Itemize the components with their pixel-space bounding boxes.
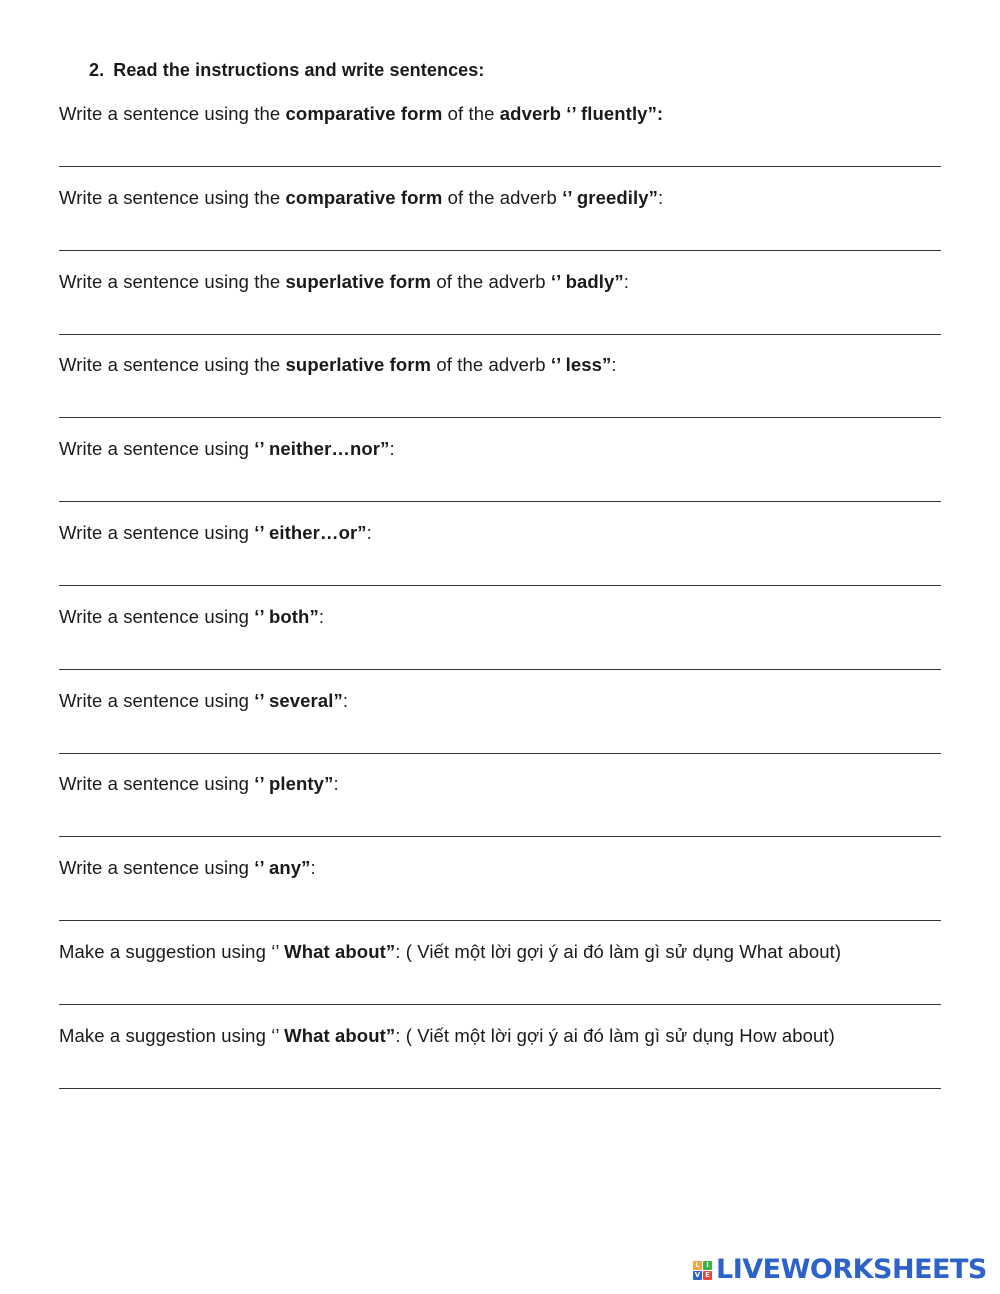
exercise-item: [59, 521, 949, 545]
prompt-keyword: ‘’ several”: [254, 690, 343, 711]
prompt-text: :: [657, 187, 664, 208]
exercise-prompt: [59, 856, 949, 880]
prompt-keyword: comparative form: [285, 187, 443, 208]
liveworksheets-logo: [693, 1255, 987, 1285]
prompt-keyword: ‘’ both”: [254, 606, 319, 627]
logo-mark-cell: E: [703, 1271, 712, 1280]
section-title: Read the instructions and write sentences:: [113, 60, 485, 80]
prompt-keyword: ‘’ either…or”: [254, 522, 367, 543]
logo-wordmark: LIVEWORKSHEETS: [716, 1254, 987, 1285]
exercise-item: [59, 940, 949, 964]
prompt-text: Write a sentence using: [59, 438, 255, 459]
prompt-keyword: ‘’ badly”: [550, 271, 624, 292]
exercise-prompt: [59, 772, 949, 796]
prompt-text: : ( Viết một lời gợi ý ai đó làm gì sử dụng How about): [395, 1025, 835, 1046]
prompt-text: :: [366, 522, 372, 543]
answer-line[interactable]: [59, 220, 941, 251]
prompt-text: :: [342, 690, 349, 711]
exercise-item: [59, 772, 949, 796]
answer-line[interactable]: [59, 387, 941, 418]
prompt-text: Write a sentence using the: [59, 187, 286, 208]
prompt-text: of the: [442, 103, 500, 124]
section-heading: [89, 60, 485, 81]
prompt-text: Make a suggestion using ‘’: [59, 941, 285, 962]
prompt-keyword: ‘’ less”: [550, 354, 612, 375]
exercise-prompt: [59, 270, 949, 294]
exercise-item: [59, 605, 949, 629]
prompt-text: :: [333, 773, 339, 794]
liveworksheets-logo-icon: [693, 1261, 712, 1280]
answer-line[interactable]: [59, 471, 941, 502]
exercise-item: [59, 186, 949, 210]
exercise-prompt: [59, 940, 949, 964]
prompt-keyword: adverb ‘’ fluently”:: [499, 103, 664, 124]
exercise-prompt: [59, 1024, 949, 1048]
prompt-keyword: superlative form: [285, 271, 432, 292]
exercise-item: [59, 689, 949, 713]
prompt-text: Write a sentence using the: [59, 103, 286, 124]
prompt-text: :: [389, 438, 395, 459]
answer-line[interactable]: [59, 974, 941, 1005]
prompt-keyword: What about”: [284, 941, 396, 962]
logo-mark-cell: L: [693, 1261, 702, 1270]
prompt-text: of the adverb: [431, 271, 551, 292]
prompt-text: Write a sentence using: [59, 606, 255, 627]
section-number: 2.: [89, 60, 105, 80]
prompt-text: Write a sentence using the: [59, 271, 286, 292]
exercise-item: [59, 102, 949, 126]
answer-line[interactable]: [59, 555, 941, 586]
prompt-keyword: ‘’ plenty”: [254, 773, 334, 794]
prompt-text: Write a sentence using: [59, 522, 255, 543]
exercise-prompt: [59, 521, 949, 545]
exercise-item: [59, 437, 949, 461]
prompt-text: :: [623, 271, 629, 292]
prompt-text: of the adverb: [442, 187, 563, 208]
prompt-text: Write a sentence using the: [59, 354, 286, 375]
exercise-item: [59, 856, 949, 880]
exercise-item: [59, 353, 949, 377]
prompt-text: :: [611, 354, 617, 375]
prompt-keyword: ‘’ any”: [254, 857, 311, 878]
prompt-text: :: [310, 857, 316, 878]
prompt-text: :: [318, 606, 325, 627]
prompt-keyword: What about”: [284, 1025, 396, 1046]
exercise-item: [59, 270, 949, 294]
prompt-text: Write a sentence using: [59, 857, 255, 878]
answer-line[interactable]: [59, 639, 941, 670]
prompt-keyword: superlative form: [285, 354, 432, 375]
exercise-prompt: [59, 186, 949, 210]
answer-line[interactable]: [59, 890, 941, 921]
prompt-keyword: ‘’ neither…nor”: [254, 438, 390, 459]
answer-line[interactable]: [59, 723, 941, 754]
exercise-prompt: [59, 353, 949, 377]
answer-line[interactable]: [59, 806, 941, 837]
answer-line[interactable]: [59, 304, 941, 335]
logo-mark-cell: I: [703, 1261, 712, 1270]
answer-line[interactable]: [59, 136, 941, 167]
answer-line[interactable]: [59, 1058, 941, 1089]
prompt-text: Write a sentence using: [59, 773, 255, 794]
exercise-prompt: [59, 605, 949, 629]
exercise-prompt: [59, 689, 949, 713]
exercise-item: [59, 1024, 949, 1048]
prompt-text: of the adverb: [431, 354, 551, 375]
prompt-text: Make a suggestion using ‘’: [59, 1025, 285, 1046]
prompt-keyword: ‘’ greedily”: [562, 187, 658, 208]
exercise-prompt: [59, 437, 949, 461]
exercise-prompt: [59, 102, 949, 126]
prompt-keyword: comparative form: [285, 103, 443, 124]
prompt-text: : ( Viết một lời gợi ý ai đó làm gì sử dụng What about): [395, 941, 842, 962]
logo-mark-cell: V: [694, 1270, 701, 1279]
prompt-text: Write a sentence using: [59, 690, 255, 711]
